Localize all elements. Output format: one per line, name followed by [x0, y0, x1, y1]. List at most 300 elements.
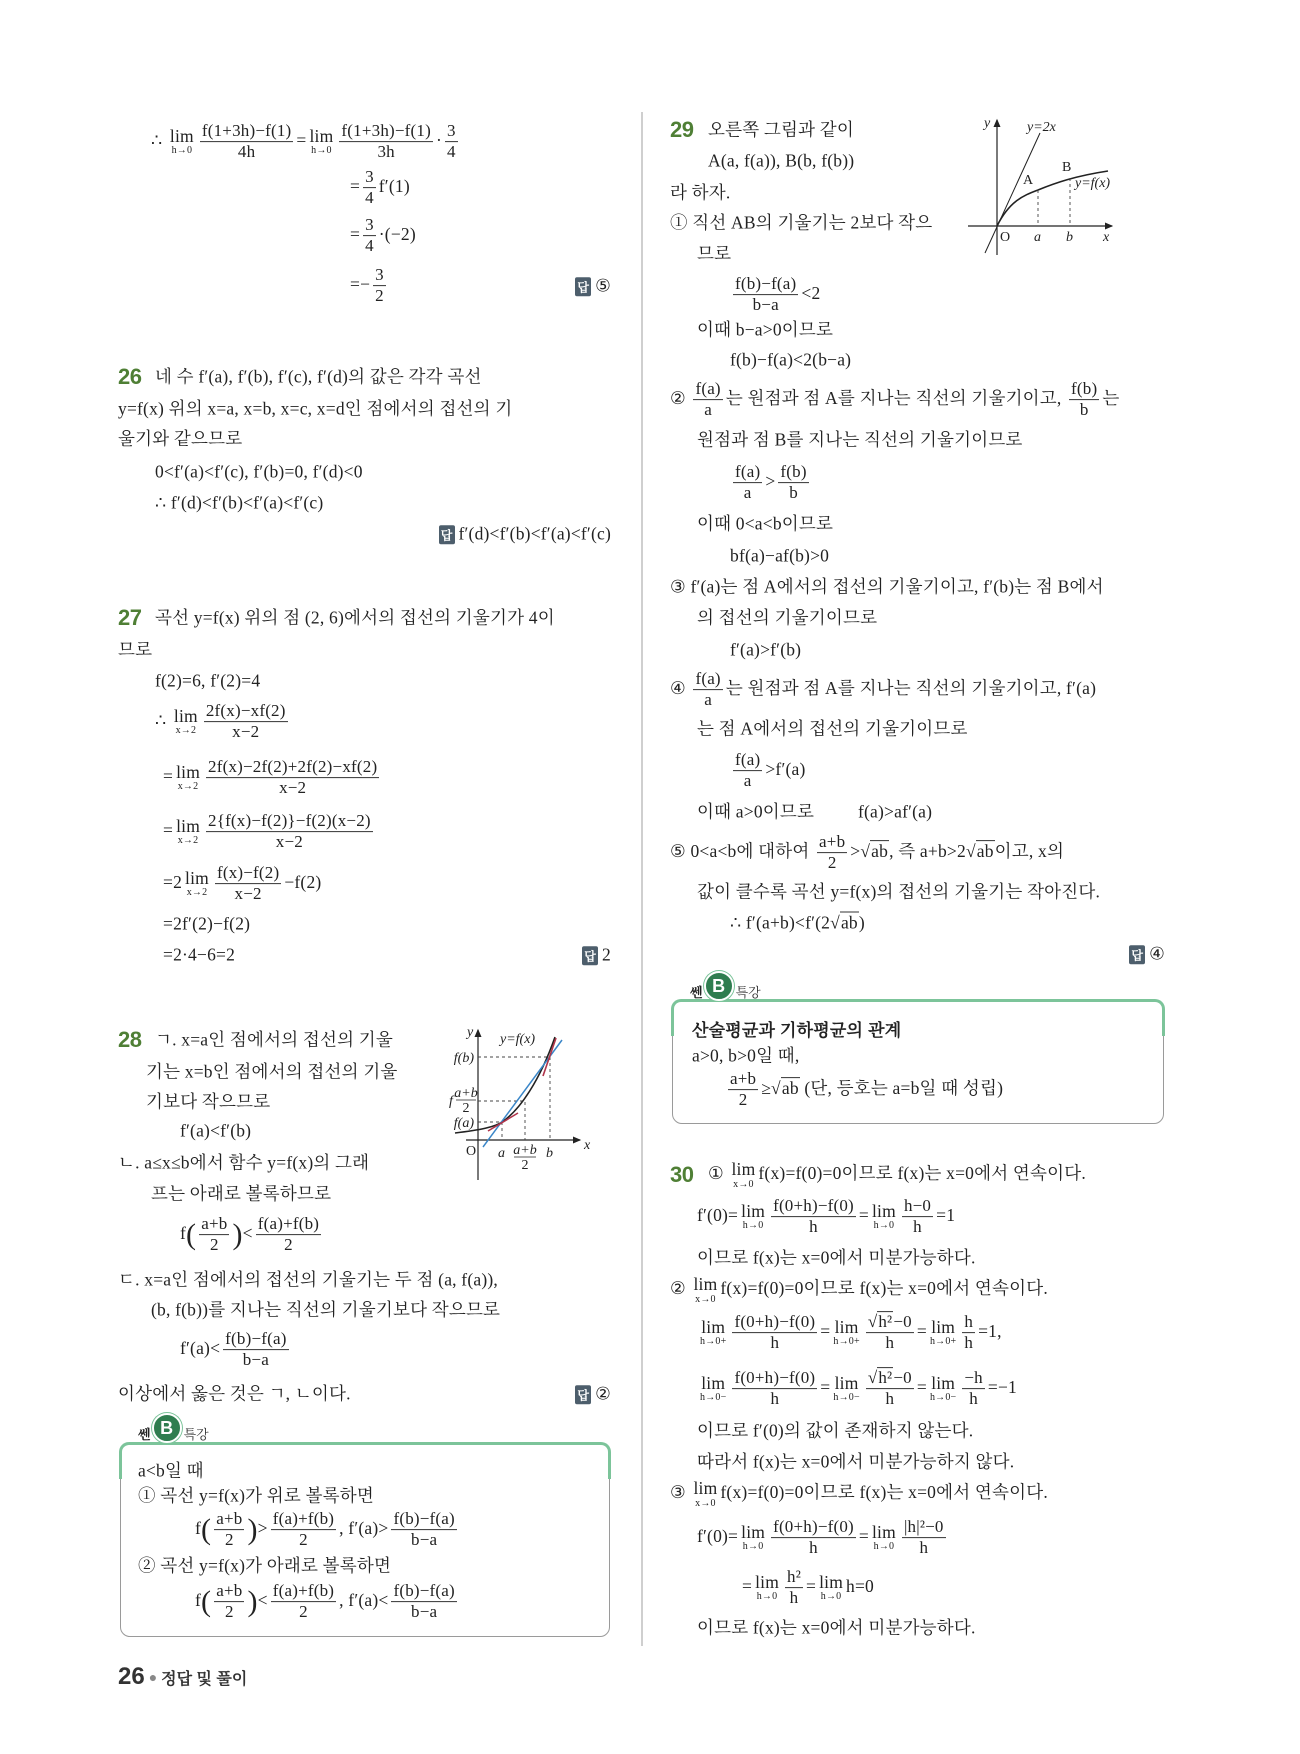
math-text: <	[242, 1223, 253, 1244]
math-text: f′(0)=	[697, 1205, 739, 1226]
page-footer	[118, 1663, 247, 1691]
radical-icon: √	[867, 1312, 878, 1332]
fraction-part: f(0+h)−f(0)	[732, 1368, 817, 1389]
solution-line	[708, 151, 854, 172]
solution-line	[180, 1329, 292, 1371]
lim-word: lim	[176, 815, 201, 836]
fa-label: f(a)	[453, 1116, 474, 1131]
fraction-part: b−a	[752, 295, 779, 315]
section-label: 정답 및 풀이	[161, 1670, 248, 1688]
fraction-part: 2f(x)−xf(2)	[204, 701, 288, 722]
x-label: x	[1103, 230, 1110, 245]
math-text: =	[916, 1377, 927, 1398]
solution-line	[350, 167, 410, 209]
lim-subscript: h→0+	[929, 1336, 957, 1348]
math-text: =1	[936, 1205, 956, 1226]
solution-line	[670, 213, 932, 234]
solution-line	[670, 183, 730, 204]
radicand: ab	[976, 841, 994, 862]
fraction	[733, 750, 762, 792]
math-text: h=0	[846, 1576, 875, 1597]
fraction-part: 2	[284, 1235, 293, 1255]
solution-line	[697, 1368, 1017, 1410]
math-text: f′(a)<	[180, 1338, 221, 1359]
math-text: a>0, b>0일 때,	[692, 1045, 800, 1066]
math-text: 이때 a>0이므로	[697, 801, 815, 822]
math-text: ②	[670, 1278, 691, 1299]
math-text: =2·4−6=2	[163, 944, 236, 965]
limit	[872, 1521, 896, 1553]
solution-line	[151, 1300, 500, 1321]
radicand: ab	[840, 912, 858, 933]
fraction-part	[866, 1312, 914, 1333]
page-number: 26	[118, 1663, 145, 1690]
fraction-part: f(x)−f(2)	[215, 863, 281, 884]
fraction-part: f(0+h)−f(0)	[771, 1196, 856, 1217]
problem-number: 28	[118, 1027, 142, 1052]
solution-line	[163, 914, 250, 935]
radical-icon: √	[830, 912, 840, 933]
lim-subscript: x→2	[177, 781, 199, 793]
fraction	[271, 1581, 336, 1623]
solution-line	[155, 701, 291, 743]
fraction-part: x−2	[279, 778, 307, 798]
fraction	[778, 462, 808, 504]
radical-icon: √	[965, 841, 976, 862]
radicand: h²	[878, 1312, 893, 1332]
fraction	[693, 669, 722, 711]
math-text: A(a, f(a)), B(b, f(b))	[708, 150, 855, 171]
b-badge-icon: B	[704, 971, 734, 1001]
math-text: =	[858, 1526, 869, 1547]
lim-subscript: h→0	[756, 1591, 778, 1603]
lim-subscript: h→0	[873, 1541, 895, 1553]
solution-line	[708, 1158, 1086, 1190]
fraction-part: h	[885, 1333, 895, 1353]
problem-number: 26	[118, 364, 142, 389]
math-text: =	[350, 224, 361, 245]
math-text: ∴ f′(d)<f′(b)<f′(a)<f′(c)	[155, 492, 324, 513]
lim-subscript: x→0	[733, 1178, 754, 1190]
fraction-part: a	[743, 483, 752, 503]
math-text: 이므로 f(x)는 x=0에서 미분가능하다.	[697, 1247, 976, 1268]
solution-line	[670, 1273, 1048, 1305]
fmid-num-label: a+b	[454, 1086, 478, 1101]
b-label: b	[1066, 230, 1073, 245]
fraction	[902, 1517, 946, 1559]
solution-line	[155, 493, 323, 514]
fraction-part: |h|²−0	[902, 1517, 946, 1538]
answer-badge: 답	[439, 526, 455, 545]
math-text: , f′(a)<	[339, 1590, 389, 1611]
math-text: (단, 등호는 a=b일 때 성립)	[799, 1078, 1004, 1099]
solution-line	[670, 832, 1064, 874]
solution-line	[742, 1567, 874, 1609]
fraction-part: f(b)−f(a)	[223, 1329, 288, 1350]
fraction-part: 3	[445, 121, 458, 142]
fraction	[693, 379, 722, 421]
curve-label: y=f(x)	[500, 1032, 536, 1047]
limit	[693, 1273, 718, 1305]
fraction	[733, 274, 798, 316]
fraction-part: f(b)−f(a)	[391, 1581, 456, 1602]
math-text: f	[180, 1223, 187, 1244]
fraction	[215, 863, 281, 905]
tip-header	[138, 1413, 209, 1443]
fraction	[206, 757, 379, 799]
solution-line	[730, 750, 806, 792]
lim-subscript: h→0	[171, 145, 193, 157]
problem-number: 29	[670, 117, 694, 142]
x-label: x	[584, 1138, 591, 1153]
solution-line	[708, 120, 854, 141]
radical-icon: √	[867, 1368, 878, 1388]
fraction-part: 2	[299, 1530, 308, 1550]
fraction-part: f(a)	[693, 379, 722, 400]
lim-word: lim	[693, 1477, 718, 1498]
math-text: 오른쪽 그림과 같이	[708, 119, 854, 140]
math-text: 따라서 f(x)는 x=0에서 미분가능하지 않다.	[697, 1451, 1015, 1472]
math-text: 이고, x의	[994, 841, 1065, 862]
math-text: (b, f(b))를 지나는 직선의 기울기보다 작으므로	[151, 1299, 501, 1320]
fraction-part: f(1+3h)−f(1)	[200, 121, 294, 142]
fraction	[445, 121, 458, 163]
math-text: 이때 b−a>0이므로	[697, 319, 834, 340]
lim-word: lim	[173, 705, 198, 726]
lim-word: lim	[176, 761, 201, 782]
lim-subscript: x→2	[177, 835, 199, 847]
lim-subscript: x→2	[186, 887, 208, 899]
fraction-part: f(b)	[1069, 379, 1099, 400]
solution-line	[118, 1270, 498, 1291]
fraction	[391, 1509, 456, 1551]
math-text: f	[195, 1518, 202, 1539]
solution-line	[163, 945, 235, 966]
math-text: 므로	[118, 639, 153, 660]
square-root	[771, 1077, 800, 1098]
limit	[819, 1571, 844, 1603]
fraction-part: f(b)−f(a)	[733, 274, 798, 295]
fraction	[204, 701, 288, 743]
fraction-part: h	[964, 1333, 974, 1353]
math-text: =	[820, 1321, 831, 1342]
fraction-part: x−2	[275, 832, 303, 852]
solution-line	[163, 863, 321, 905]
math-text: ·(−2)	[378, 224, 416, 245]
math-text: f′(a)>f′(b)	[730, 639, 802, 660]
tip-line	[138, 1461, 204, 1482]
fraction-part: f(1+3h)−f(1)	[339, 121, 433, 142]
solution-line	[155, 671, 260, 692]
answer-value: ④	[1149, 943, 1165, 964]
lim-word: lim	[701, 1372, 726, 1393]
fraction	[728, 1069, 758, 1111]
math-text: =	[806, 1576, 817, 1597]
math-text: 므로	[697, 243, 732, 264]
lim-subscript: h→0−	[700, 1392, 727, 1404]
lim-word: lim	[819, 1571, 844, 1592]
answer-value: f′(d)<f′(b)<f′(a)<f′(c)	[458, 523, 611, 544]
math-text: ≥	[761, 1078, 772, 1099]
fraction-part: 4	[365, 188, 374, 208]
limit	[731, 1158, 756, 1190]
math-text: ③	[670, 1482, 691, 1503]
math-text: <	[257, 1590, 268, 1611]
fraction-part: b	[789, 483, 798, 503]
limit	[700, 1372, 727, 1404]
square-root	[868, 1367, 894, 1387]
parenthesized-fraction	[201, 1509, 258, 1550]
answer-value: ⑤	[595, 275, 611, 296]
limit	[185, 867, 209, 899]
math-text: y=f(x) 위의 x=a, x=b, x=c, x=d인 점에서의 접선의 기	[118, 398, 513, 419]
lim-subscript: h→0−	[929, 1392, 957, 1404]
math-text: 네 수 f′(a), f′(b), f′(c), f′(d)의 값은 각각 곡선	[155, 366, 482, 387]
math-text: )	[858, 912, 865, 933]
fraction-part: 3	[363, 215, 376, 236]
radical-icon: √	[771, 1078, 781, 1099]
solution-line	[146, 1062, 398, 1083]
lim-word: lim	[701, 1316, 726, 1337]
solution-line	[858, 802, 932, 823]
square-root	[868, 1311, 894, 1331]
lim-word: lim	[741, 1200, 766, 1221]
fraction-part: h	[913, 1217, 922, 1237]
math-text: −0	[893, 1368, 912, 1388]
origin-label: O	[1000, 230, 1011, 245]
lim-subscript: h→0+	[700, 1336, 727, 1348]
math-text: ①	[708, 1163, 729, 1184]
fraction-part: a+b	[214, 1581, 244, 1602]
lim-subscript: x→2	[175, 725, 197, 737]
solution-line	[730, 546, 829, 567]
tip-line	[138, 1486, 374, 1507]
column-divider	[641, 112, 643, 1646]
fraction-part: 2	[225, 1530, 234, 1550]
math-text: =−	[350, 274, 371, 295]
lim-subscript: h→0+	[833, 1336, 860, 1348]
limit	[929, 1316, 957, 1348]
fraction-part: b−a	[242, 1350, 269, 1370]
square-root	[830, 912, 859, 933]
fraction	[733, 462, 762, 504]
limit	[741, 1521, 766, 1553]
limit	[872, 1200, 896, 1232]
radicand: ab	[871, 841, 889, 862]
answer-badge: 답	[582, 947, 598, 966]
math-text: 이므로 f′(0)의 값이 존재하지 않는다.	[697, 1420, 974, 1441]
math-text: 원점과 점 B를 지나는 직선의 기울기이므로	[697, 429, 1023, 450]
lim-subscript: h→0	[820, 1591, 842, 1603]
fraction-part: f(a)+f(b)	[256, 1214, 321, 1235]
tip-line	[195, 1581, 460, 1623]
solution-line	[151, 121, 461, 163]
fraction-part: h	[789, 1588, 799, 1608]
solution-line	[697, 1196, 955, 1238]
square-root	[966, 840, 995, 861]
math-text: 의 접선의 기울기이므로	[697, 607, 878, 628]
fraction-part: a+b	[214, 1509, 244, 1530]
y-label: y	[984, 116, 991, 131]
math-text: 기는 x=b인 점에서의 접선의 기울	[146, 1061, 398, 1082]
right-paren: )	[232, 1218, 243, 1251]
fmid-den-label: 2	[462, 1101, 470, 1116]
math-text: ③ f′(a)는 점 A에서의 접선의 기울기이고, f′(b)는 점 B에서	[670, 576, 1104, 597]
math-text: ∴	[155, 710, 171, 731]
solution-line	[730, 350, 851, 371]
b-label: b	[546, 1146, 553, 1161]
right-paren: )	[247, 1513, 258, 1546]
convex-curve-graph	[440, 1020, 620, 1190]
math-text: f′(0)=	[697, 1526, 739, 1547]
math-text: >f′(a)	[765, 759, 806, 780]
fraction-part: h	[962, 1312, 975, 1333]
fraction-part: h	[885, 1389, 895, 1409]
solution-line	[670, 379, 1119, 421]
left-paren: (	[186, 1218, 197, 1251]
fraction-part: b−a	[411, 1602, 438, 1622]
solution-line	[350, 265, 389, 307]
fraction-part: 4	[365, 236, 374, 256]
fraction-part: f(0+h)−f(0)	[771, 1517, 856, 1538]
solution-line	[730, 462, 812, 504]
tip-line	[725, 1069, 1003, 1111]
math-text: 이므로 f(x)는 x=0에서 미분가능하다.	[697, 1617, 976, 1638]
lim-word: lim	[169, 125, 194, 146]
tip-line	[138, 1556, 391, 1577]
lim-word: lim	[872, 1521, 896, 1542]
point-a-label: A	[1023, 173, 1034, 188]
fraction-part: 3	[373, 265, 386, 286]
solution-line	[163, 757, 382, 799]
fraction	[866, 1368, 914, 1410]
math-text: bf(a)−af(b)>0	[730, 545, 830, 566]
fraction-part	[866, 1368, 914, 1389]
solution-line	[697, 1618, 976, 1639]
fraction-part: a+b	[199, 1214, 229, 1235]
math-text: ㄷ. x=a인 점에서의 접선의 기울기는 두 점 (a, f(a)),	[118, 1269, 498, 1290]
solution-line	[730, 913, 865, 934]
bullet-icon: ●	[148, 1669, 158, 1685]
tip-label: 특강	[183, 1427, 209, 1442]
math-text: 울기와 같으므로	[118, 428, 243, 449]
solution-line	[697, 244, 731, 265]
math-text: >	[765, 471, 776, 492]
solution-line	[697, 882, 1100, 903]
fraction	[339, 121, 433, 163]
math-text: 기보다 작으므로	[146, 1091, 271, 1112]
brand-logo: 쎈	[690, 985, 703, 1000]
lim-subscript: h→0	[873, 1220, 895, 1232]
lim-subscript: x→0	[695, 1497, 716, 1509]
solution-line	[118, 1384, 351, 1405]
math-text: 이때 0<a<b이므로	[697, 513, 834, 534]
solution-line	[118, 1153, 369, 1174]
fraction	[223, 1329, 288, 1371]
right-paren: )	[247, 1585, 258, 1618]
math-text: 는 원점과 점 A를 지나는 직선의 기울기이고,	[725, 388, 1067, 409]
fraction-part: 2	[375, 286, 384, 306]
tip-line	[692, 1046, 799, 1067]
fraction-part: h	[919, 1538, 929, 1558]
solution-line	[118, 640, 152, 661]
solution-line	[670, 1477, 1048, 1509]
limit	[693, 1477, 718, 1509]
math-text: =	[350, 176, 361, 197]
mid-den-label: 2	[521, 1158, 529, 1173]
lim-word: lim	[931, 1372, 956, 1393]
solution-line	[697, 430, 1023, 451]
solution-line	[697, 1312, 1002, 1354]
lim-word: lim	[872, 1200, 896, 1221]
lim-word: lim	[931, 1316, 956, 1337]
math-text: 0<f′(a)<f′(c), f′(b)=0, f′(d)<0	[155, 461, 363, 482]
math-text: 는 원점과 점 A를 지나는 직선의 기울기이고, f′(a)	[725, 678, 1097, 699]
fraction-part: h	[969, 1389, 978, 1409]
solution-line	[155, 367, 482, 388]
limit	[929, 1372, 957, 1404]
fraction-part: f(b)	[778, 462, 808, 483]
fraction-part: h	[809, 1217, 818, 1237]
fraction-part: b−a	[411, 1530, 438, 1550]
math-text: =−1	[987, 1377, 1017, 1398]
fraction-part: f(a)	[693, 669, 722, 690]
lim-word: lim	[693, 1273, 718, 1294]
solution-line	[697, 802, 814, 823]
math-text: ④	[670, 678, 691, 699]
mid-num-label: a+b	[513, 1143, 537, 1158]
fraction-part: 2	[738, 1090, 748, 1110]
fraction-part: h²	[785, 1567, 803, 1588]
lim-word: lim	[185, 867, 209, 888]
fraction-part: 2f(x)−2f(2)+2f(2)−xf(2)	[206, 757, 379, 778]
solution-line	[697, 1517, 949, 1559]
math-text: =1,	[978, 1321, 1002, 1342]
solution-line	[151, 1184, 331, 1205]
tip-line	[195, 1509, 460, 1551]
answer-badge: 답	[575, 1386, 591, 1405]
answer	[575, 275, 611, 296]
y-label: y	[467, 1025, 474, 1040]
solution-line	[670, 577, 1104, 598]
math-text: −0	[893, 1312, 912, 1332]
math-text: 는 점 A에서의 접선의 기울기이므로	[697, 718, 968, 739]
math-text: f(x)=f(0)=0이므로 f(x)는 x=0에서 연속이다.	[720, 1278, 1048, 1299]
guide-lines	[1038, 178, 1070, 226]
math-text: =	[916, 1321, 927, 1342]
fraction	[732, 1368, 817, 1410]
radicand: ab	[781, 1078, 799, 1099]
fraction	[771, 1517, 856, 1559]
fraction-part: a	[704, 690, 713, 710]
fraction-part: x−2	[232, 722, 260, 742]
fraction	[732, 1312, 817, 1354]
fraction-part: 2	[299, 1602, 308, 1622]
fraction	[199, 1214, 229, 1256]
limit	[309, 125, 334, 157]
answer	[439, 523, 611, 544]
math-text: =	[858, 1205, 869, 1226]
answer	[575, 1383, 611, 1404]
fraction	[271, 1509, 336, 1551]
math-text: =	[163, 766, 174, 787]
lim-word: lim	[741, 1521, 766, 1542]
fraction-part: f(a)+f(b)	[271, 1509, 336, 1530]
math-text: , 즉 a+b>2	[889, 841, 966, 862]
fraction	[817, 832, 847, 874]
fraction-part: x−2	[234, 884, 262, 904]
problem-number: 30	[670, 1162, 694, 1187]
